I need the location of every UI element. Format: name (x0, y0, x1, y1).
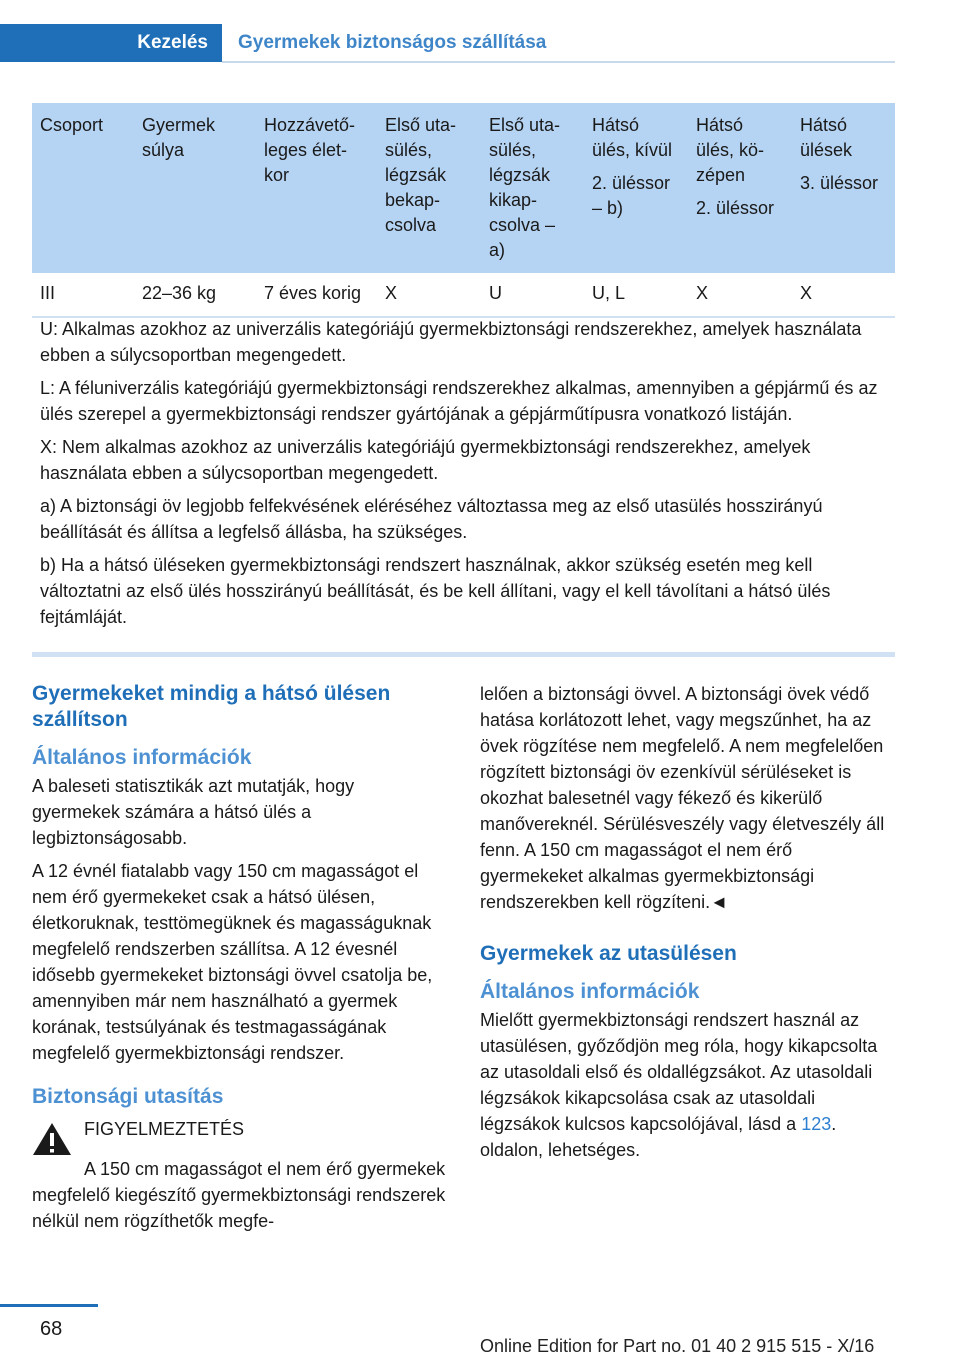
header-cell: Hátsó ülés, kö- zépen 2. üléssor (688, 103, 792, 273)
subheading: Biztonsági utasítás (32, 1085, 224, 1108)
paragraph: lelően a biztonsági övvel. A biztonsági övek védő hatása korlátozott lehet, vagy megszűnhet, ha az övek rögzítése nem megfelelő. A nem megfelelően rögzített biztonsági öv ezenkívül sérüléseket is okozhat balesetnél vagy fékező és kikerülő manővereknél. Sérülésveszély vagy életveszély áll fenn. A 150 cm magasságot el nem érő gyermekeket alkalmas gyermekbiztonsági rendszerekben kell rögzíteni.◄ (480, 684, 885, 912)
table-cell: X (792, 273, 895, 317)
header-cell: Hátsó ülés, kívül 2. üléssor – b) (584, 103, 688, 273)
note-u: U: Alkalmas azokhoz az univerzális kategóriájú gyermekbiztonsági rendszerekhez, amelyek használata ebben a súlycsoportban megengedett. (40, 319, 862, 365)
header-cell: Gyermek súlya (134, 103, 256, 273)
subheading: Általános információk (480, 980, 700, 1003)
warning-label: FIGYELMEZTETÉS (84, 1119, 245, 1139)
table-cell: X (377, 273, 481, 317)
table-header-row (32, 103, 895, 273)
seat-suitability-table (32, 103, 895, 318)
section-title: Gyermekek az utasülésen (480, 942, 737, 965)
header-cell: Hozzávető- leges élet- kor (256, 103, 377, 273)
header-divider (222, 61, 895, 63)
table-notes (40, 316, 890, 637)
header-cell: Csoport (32, 103, 134, 273)
table-cell: 22–36 kg (134, 273, 256, 317)
left-column (32, 681, 446, 1241)
right-column (480, 681, 895, 1170)
edition-text: Online Edition for Part no. 01 40 2 915 515 - X/16 (480, 1336, 875, 1356)
paragraph: A 12 évnél fiatalabb vagy 150 cm magasságot el nem érő gyermekeket csak a hátsó ülésen, életkoruknak, testtömegüknek és magasságuknak megfelelő rendszerben szállítsa. A 12 évesnél idősebb gyermekeket biztonsági övvel csatolja be, amennyiben már nem használható a gyermek korának, testsúlyának és testmagasságának megfelelő gyermekbiztonsági rendszer. (32, 861, 433, 1063)
warning-block (32, 1116, 446, 1156)
warning-triangle-icon (32, 1122, 72, 1156)
note-b: b) Ha a hátsó üléseken gyermekbiztonsági rendszert használnak, akkor szükség esetén meg kell változtatni az első ülés hosszirányú beállítását, és be kell állítani, vagy el kell távolítani a hátsó ülés fejtámláját. (40, 555, 831, 627)
section-tab: Kezelés (0, 24, 222, 62)
table-cell: III (32, 273, 134, 317)
page-header (0, 24, 546, 62)
table-cell: U, L (584, 273, 688, 317)
table-row (32, 273, 895, 317)
chapter-title: Gyermekek biztonságos szállítása (238, 32, 547, 53)
note-x: X: Nem alkalmas azokhoz az univerzális kategóriájú gyermekbiztonsági rendszerekhez, amelyek használata ebben a súlycsoportban megengedett. (40, 437, 811, 483)
header-cell: Hátsó ülések 3. üléssor (792, 103, 895, 273)
table-cell: 7 éves korig (256, 273, 377, 317)
note-a: a) A biztonsági öv legjobb felfekvésének eléréséhez változtassa meg az első utasülés hosszirányú beállítását és állítsa a legfelső állásba, ha szükséges. (40, 496, 823, 542)
page-reference-link[interactable]: 123 (801, 1114, 832, 1134)
table-cell: U (481, 273, 584, 317)
table-cell: X (688, 273, 792, 317)
header-cell: Első uta- sülés, légzsák kikap- csolva – a) (481, 103, 584, 273)
subheading: Általános információk (32, 746, 252, 769)
footer-accent-line (0, 1304, 98, 1307)
warning-text: A 150 cm magasságot el nem érő gyermekek megfelelő kiegészítő gyermekbiztonsági rendszerek nélkül nem rögzíthetők megfe- (32, 1159, 446, 1231)
section-title: Gyermekeket mindig a hátsó ülésen szállítson (32, 682, 391, 731)
paragraph: Mielőtt gyermekbiztonsági rendszert használ az utasülésen, győződjön meg róla, hogy kikapcsolta az utasoldali első és oldallégzsákot. Az utasoldali légzsákok kikapcsolása csak az utasoldali légzsákok kulcsos kapcsolójával, lásd a 123. oldalon, lehetséges. (480, 1010, 878, 1160)
page-number: 68 (40, 1318, 63, 1340)
note-l: L: A féluniverzális kategóriájú gyermekbiztonsági rendszerekhez alkalmas, amennyiben a gépjármű és az ülés szerepel a gyermekbiztonsági rendszer gyártójának a gépjárműtípusra vonatkozó listáján. (40, 378, 878, 424)
paragraph: A baleseti statisztikák azt mutatják, hogy gyermekek számára a hátsó ülés a legbiztonságosabb. (32, 776, 355, 848)
header-cell: Első uta- sülés, légzsák bekap- csolva (377, 103, 481, 273)
section-divider (32, 652, 895, 657)
